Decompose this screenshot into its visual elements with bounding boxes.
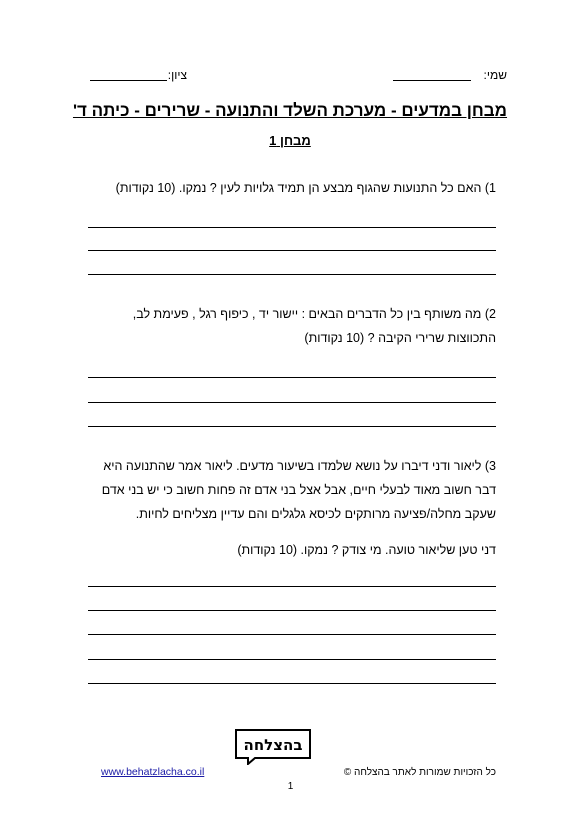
question-2 (76, 302, 496, 350)
question-3-line-2: דבר חשוב מאוד לבעלי חיים, אבל אצל בני אדם זה פחות חשוב כי יש בני אדם (101, 483, 496, 497)
question-1-text: 1) האם כל התנועות שהגוף מבצע הן תמיד גלויות לעין ? נמקו. (10 נקודות) (115, 181, 496, 195)
page-number: 1 (287, 781, 294, 792)
behatzlacha-logo (233, 728, 313, 765)
question-3-line-1: 3) ליאור ודני דיברו על נושא שלמדו בשיעור מדעים. ליאור אמר שהתנועה היא (103, 459, 496, 473)
answer-line[interactable] (88, 634, 496, 635)
grade-label: ציון: (167, 68, 187, 82)
speech-bubble-icon (233, 728, 313, 765)
question-2-line-2: התכווצות שרירי הקיבה ? (10 נקודות) (304, 331, 496, 345)
answer-line[interactable] (88, 586, 496, 587)
answer-line[interactable] (88, 274, 496, 275)
answer-line[interactable] (88, 402, 496, 403)
question-1 (76, 176, 496, 200)
grade-field[interactable] (90, 80, 167, 81)
answer-line[interactable] (88, 683, 496, 684)
test-subtitle: מבחן 1 (269, 133, 311, 148)
website-link[interactable]: www.behatzlacha.co.il (101, 766, 205, 778)
question-3-line-3: שעקב מחלה/פציעה מרותקים לכיסא גלגלים והם עדיין מצליחים לחיות. (135, 507, 496, 521)
question-3 (76, 454, 496, 562)
answer-line[interactable] (88, 377, 496, 378)
answer-line[interactable] (88, 227, 496, 228)
page-title: מבחן במדעים - מערכת השלד והתנועה - שרירים - כיתה ד' (72, 101, 508, 120)
question-2-line-1: 2) מה משותף בין כל הדברים הבאים : יישור יד , כיפוף רגל , פעימת לב, (132, 307, 496, 321)
answer-line[interactable] (88, 250, 496, 251)
question-3-followup: דני טען שליאור טועה. מי צודק ? נמקו. (10 נקודות) (237, 543, 496, 557)
name-label: שמי: (483, 68, 507, 82)
copyright-text: כל הזכויות שמורות לאתר בהצלחה © (343, 767, 496, 778)
name-field[interactable] (393, 80, 471, 81)
answer-line[interactable] (88, 610, 496, 611)
answer-line[interactable] (88, 659, 496, 660)
logo-text: בהצלחה (243, 736, 303, 754)
answer-line[interactable] (88, 426, 496, 427)
